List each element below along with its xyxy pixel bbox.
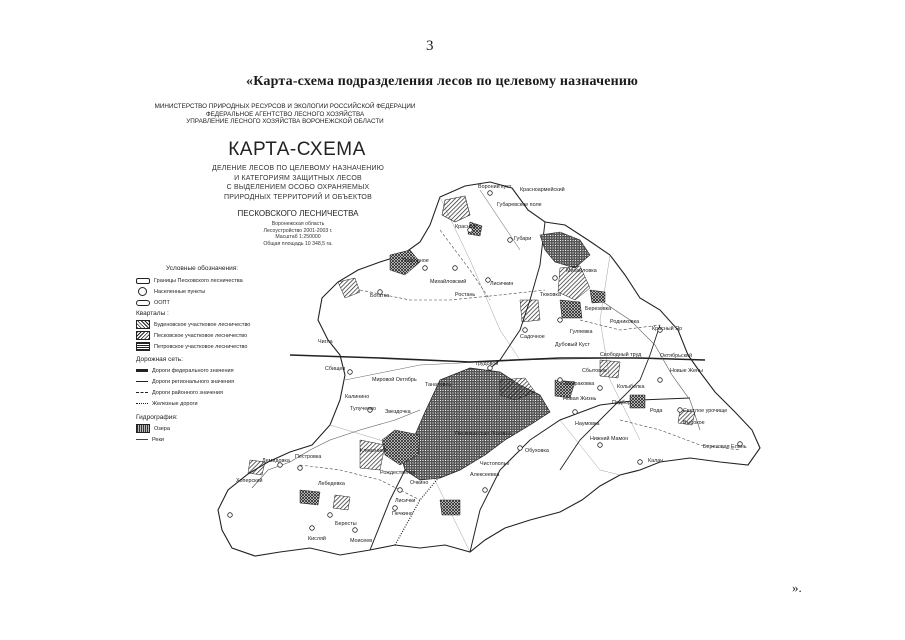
place-label: Клевеники xyxy=(360,448,387,454)
place-label: Рождественка xyxy=(380,470,416,476)
place-label: Мировой Октябрь xyxy=(372,377,417,383)
legend-label: Железные дороги xyxy=(152,400,198,407)
legend-label: ООПТ xyxy=(154,299,170,306)
place-label: Новые Жены xyxy=(670,368,703,374)
legend-label: Дороги регионального значения xyxy=(152,378,235,385)
place-label: Песковатская Лозовка xyxy=(455,431,511,437)
legend-quarters-title: Кварталы : xyxy=(136,310,169,317)
legend-roads-title: Дорожная сеть: xyxy=(136,356,183,363)
place-label: Свободный труд xyxy=(600,352,642,358)
closing-quote: ». xyxy=(792,580,802,595)
legend-title: Условные обозначения: xyxy=(166,265,239,272)
place-label: Калинино xyxy=(345,394,370,400)
place-label: Подбор xyxy=(612,400,631,406)
place-label: Трудовой xyxy=(475,361,499,367)
meta-scale: Масштаб 1:250000 xyxy=(275,234,321,241)
place-label: Новая Жизнь xyxy=(563,396,597,402)
place-label: Светлое урочище xyxy=(683,408,728,414)
place-label: Танаховка xyxy=(425,382,451,388)
place-label: Тюковка xyxy=(540,292,561,298)
place-label: Лебедевка xyxy=(318,481,345,487)
place-label: Сбищев xyxy=(325,366,346,372)
place-label: Калач xyxy=(648,458,663,464)
place-label: Тулучеево xyxy=(350,406,377,412)
place-label: Звездочка xyxy=(385,409,411,415)
place-label: Алексеевка xyxy=(470,472,500,478)
place-label: Губаревское поле xyxy=(497,202,542,208)
place-label: Кисляй xyxy=(308,536,326,542)
legend-label: Дороги районного значения xyxy=(152,389,223,396)
legend-label: Буденовское участковое лесничество xyxy=(154,321,251,328)
page-number: 3 xyxy=(426,38,434,54)
place-label: Дубовый Куст xyxy=(555,342,590,348)
legend-label: Озера xyxy=(154,425,170,432)
meta-region: Воронежская область xyxy=(271,221,325,227)
place-label: Красный xyxy=(455,224,477,230)
legend-hydro-title: Гидрография: xyxy=(136,414,178,421)
place-label: Демидовка xyxy=(262,458,290,464)
place-label: Березовка xyxy=(585,306,612,312)
department-line: УПРАВЛЕНИЕ ЛЕСНОГО ХОЗЯЙСТВА ВОРОНЕЖСКОЙ ОБЛАСТИ xyxy=(186,118,384,126)
place-label: Лисички xyxy=(395,498,416,504)
place-label: Очкино xyxy=(410,480,429,486)
place-label: Моисеев xyxy=(350,538,373,544)
legend-label: Границы Песковского лесничества xyxy=(154,277,243,284)
place-label: Красноармейский xyxy=(520,187,565,193)
place-label: Байраковка xyxy=(565,381,595,387)
place-label: Печкино xyxy=(392,511,413,517)
place-label: Березовая Елань xyxy=(703,444,747,450)
legend-label: Реки xyxy=(152,436,164,443)
place-label: Губари xyxy=(514,236,532,242)
place-label: Лисичкин xyxy=(490,281,514,287)
subtitle-line-1: ДЕЛЕНИЕ ЛЕСОВ ПО ЦЕЛЕВОМУ НАЗНАЧЕНИЮ xyxy=(212,165,384,172)
legend-label: Петровское участковое лесничество xyxy=(154,343,248,350)
place-label: Михайловский xyxy=(430,279,467,285)
place-label: Богатка xyxy=(370,293,390,299)
legend-label: Дороги федерального значения xyxy=(152,367,234,374)
place-label: Подгорное xyxy=(402,258,429,264)
agency-line: ФЕДЕРАЛЬНОЕ АГЕНТСТВО ЛЕСНОГО ХОЗЯЙСТВА xyxy=(205,110,365,118)
place-label: Рода xyxy=(650,408,663,414)
place-label: Обуховка xyxy=(525,448,549,454)
subtitle-line-3: С ВЫДЕЛЕНИЕМ ОСОБО ОХРАНЯЕМЫХ xyxy=(226,184,370,191)
place-label: Садочное xyxy=(520,334,545,340)
meta-inventory: Лесоустройство 2001-2003 г. xyxy=(263,227,333,234)
meta-area: Общая площадь 10 348,5 га. xyxy=(263,241,333,248)
place-label: Колыбелка xyxy=(617,384,645,390)
map-title: КАРТА-СХЕМА xyxy=(228,139,366,160)
subtitle-line-2: И КАТЕГОРИЯМ ЗАЩИТНЫХ ЛЕСОВ xyxy=(234,174,362,182)
place-label: Гуляевка xyxy=(570,329,593,335)
place-label: Высокое xyxy=(683,420,705,426)
place-label: Бересты xyxy=(335,521,357,527)
place-label: Нижний Мамон xyxy=(590,436,629,442)
legend-label: Населенные пункты xyxy=(154,288,206,295)
ministry-line: МИНИСТЕРСТВО ПРИРОДНЫХ РЕСУРСОВ И ЭКОЛОГИИ РОССИЙСКОЙ ФЕДЕРАЦИИ xyxy=(154,103,416,110)
document-caption: «Карта-схема подразделения лесов по целевому назначению xyxy=(246,74,639,89)
place-label: Чистополье xyxy=(480,461,510,467)
place-label: Ростань xyxy=(455,292,476,298)
legend-label: Песковское участковое лесничество xyxy=(154,332,248,339)
subtitle-line-4: ПРИРОДНЫХ ТЕРРИТОРИЙ И ОБЪЕКТОВ xyxy=(224,193,372,201)
place-label: Пестровка xyxy=(295,454,322,460)
place-label: Красный Яр xyxy=(652,326,683,332)
place-label: Наумовка xyxy=(575,421,600,427)
place-label: Сбытовое xyxy=(582,368,608,374)
place-label: Чигла xyxy=(318,339,333,345)
place-label: Октябрьский xyxy=(660,353,692,359)
forestry-name: ПЕСКОВСКОГО ЛЕСНИЧЕСТВА xyxy=(237,209,359,218)
place-label: Хоперский xyxy=(236,478,263,484)
place-label: Родниковка xyxy=(610,319,640,325)
place-label: Михайловка xyxy=(566,268,597,274)
place-label: Вороний куст xyxy=(478,184,512,190)
